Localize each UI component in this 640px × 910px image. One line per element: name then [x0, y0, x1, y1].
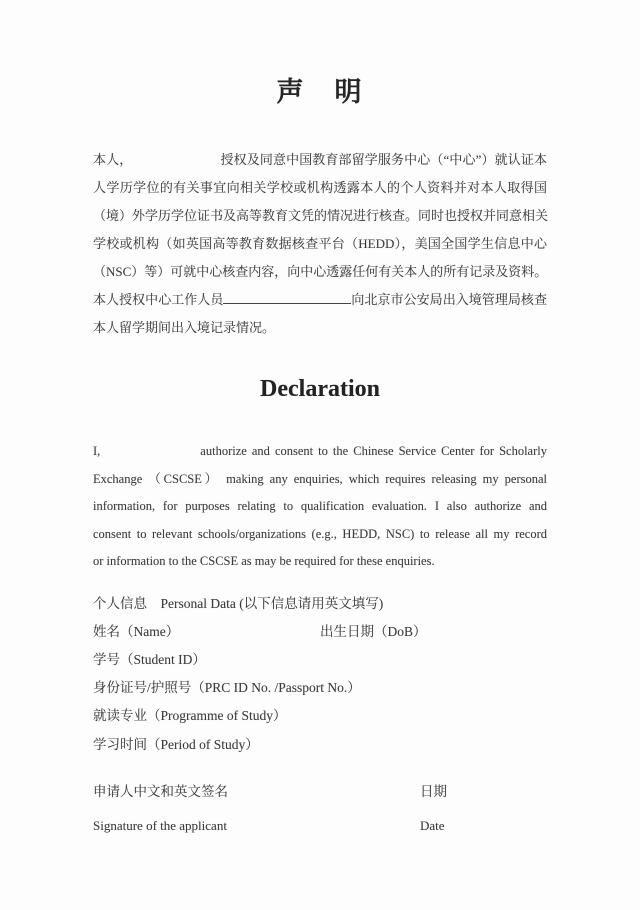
paragraph-line: Exchange （CSCSE） making any enquiries, which requires releasing my personal — [93, 471, 547, 486]
signature-section — [93, 778, 547, 840]
paragraph-line: 人学历学位的有关事宜向相关学校或机构透露本人的个人资料并对本人取得国 — [93, 180, 547, 195]
name-field-label: 姓名（Name） — [93, 623, 180, 639]
dob-field-label: 出生日期（DoB） — [320, 623, 427, 639]
signature-label-cn: 申请人中文和英文签名 — [93, 783, 228, 799]
signature-row-en — [93, 812, 547, 840]
paragraph-line: or information to the CSCSE as may be required for these enquiries. — [93, 554, 435, 568]
document-content — [93, 0, 547, 840]
applicant-name-label-cn: 本人， — [93, 152, 133, 167]
paragraph-line: information, for purposes relating to qualification evaluation. I also authorize and — [93, 499, 547, 513]
applicant-name-blank-cn — [132, 163, 220, 164]
english-declaration-paragraph — [93, 438, 547, 576]
signature-row-cn — [93, 778, 547, 806]
paragraph-line: （境）外学历学位证书及高等教育文凭的情况进行核查。同时也授权并同意相关 — [93, 208, 549, 223]
personal-data-heading: 个人信息 Personal Data (以下信息请用英文填写) — [93, 595, 384, 611]
date-label-en: Date — [420, 817, 445, 833]
english-title: Declaration — [260, 376, 380, 402]
student-id-field-label: 学号（Student ID） — [93, 651, 206, 667]
paragraph-line: 学校或机构（如英国高等教育数据核查平台（HEDD），美国全国学生信息中心 — [93, 236, 547, 251]
staff-name-underline-blank — [223, 290, 351, 304]
paragraph-line — [93, 286, 547, 314]
paragraph-line — [93, 438, 547, 466]
name-dob-row — [93, 618, 547, 646]
date-label-cn: 日期 — [420, 783, 447, 799]
paragraph-line: 本人留学期间出入境记录情况。 — [93, 320, 276, 335]
applicant-name-label-en: I, — [93, 444, 101, 458]
paragraph-text: authorize and consent to the Chinese Service Center for Scholarly — [200, 444, 547, 458]
paragraph-line: consent to relevant schools/organizations (e.g., HEDD, NSC) to release all my record — [93, 526, 547, 541]
personal-data-section — [93, 590, 547, 759]
paragraph-text: 授权及同意中国教育部留学服务中心（“中心”）就认证本 — [220, 152, 547, 167]
applicant-name-blank-en — [100, 454, 200, 455]
chinese-declaration-paragraph — [93, 146, 547, 342]
signature-label-en: Signature of the applicant — [93, 817, 227, 833]
paragraph-line — [93, 146, 547, 174]
id-passport-field-label: 身份证号/护照号（PRC ID No. /Passport No.） — [93, 680, 361, 696]
paragraph-text: 向北京市公安局出入境管理局核查 — [351, 292, 547, 307]
staff-authorization-label: 本人授权中心工作人员 — [93, 292, 224, 307]
period-field-label: 学习时间（Period of Study） — [93, 736, 259, 752]
chinese-title: 声 明 — [276, 77, 364, 107]
programme-field-label: 就读专业（Programme of Study） — [93, 708, 287, 724]
paragraph-line: （NSC）等）可就中心核查内容，向中心透露任何有关本人的所有记录及资料。 — [93, 264, 548, 279]
